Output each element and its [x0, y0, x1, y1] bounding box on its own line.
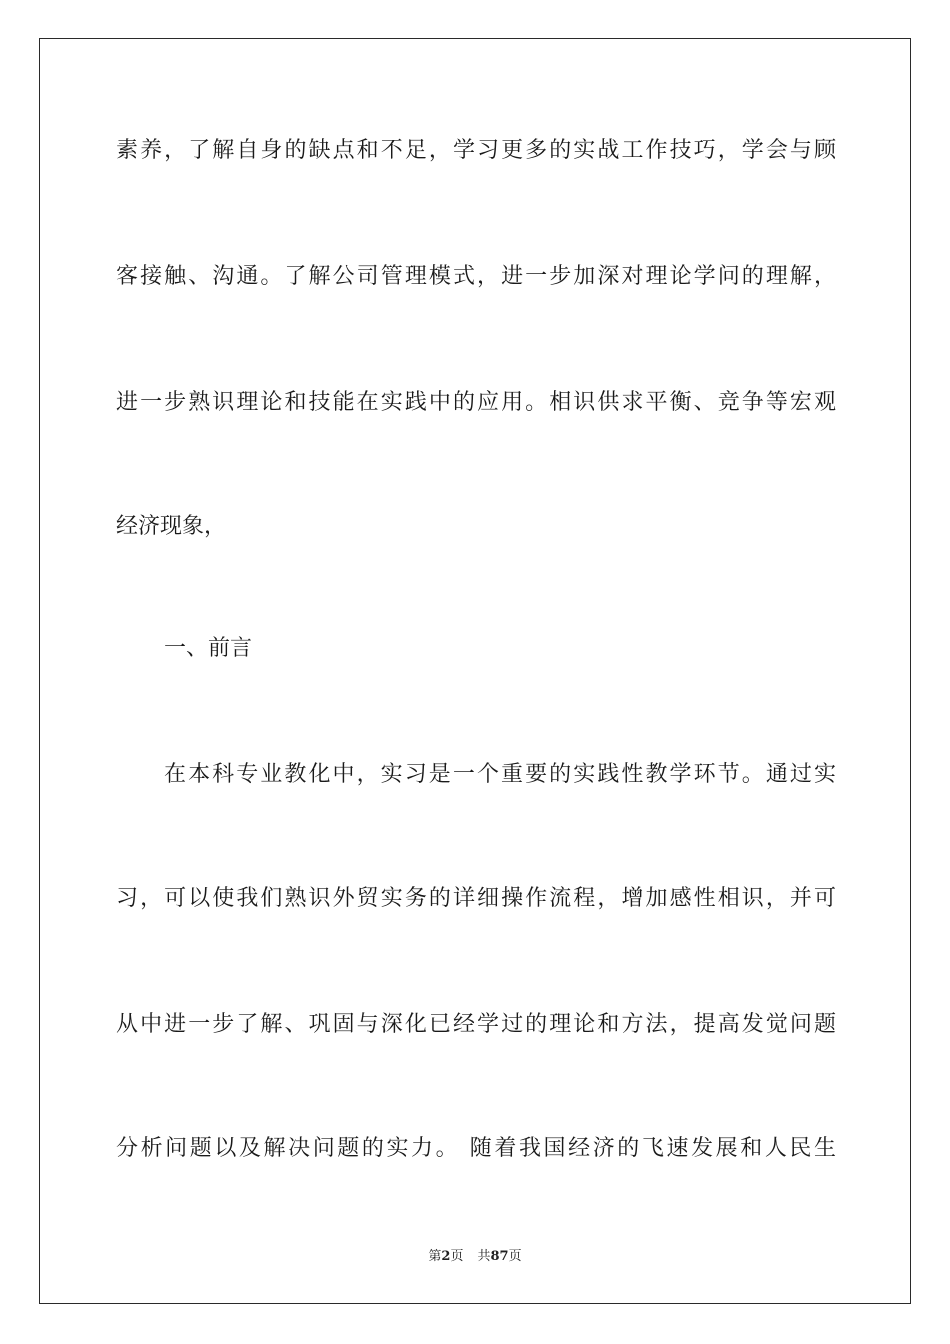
- intro-text-line: 分析问题以及解决问题的实力。 随着我国经济的飞速发展和人民生: [116, 1136, 836, 1161]
- section-heading: 一、前言: [164, 636, 253, 661]
- total-pages: 87: [490, 1249, 509, 1264]
- body-text-line: 素养，了解自身的缺点和不足，学习更多的实战工作技巧，学会与顾: [116, 138, 836, 163]
- intro-text-line: 从中进一步了解、巩固与深化已经学过的理论和方法，提高发觉问题: [116, 1012, 836, 1037]
- total-prefix: 共: [477, 1249, 491, 1264]
- page-border: [39, 38, 911, 1304]
- intro-text-line: 在本科专业教化中，实习是一个重要的实践性教学环节。通过实: [164, 762, 836, 787]
- total-suffix: 页: [508, 1249, 522, 1264]
- page-prefix: 第: [428, 1249, 442, 1264]
- body-text-line: 进一步熟识理论和技能在实践中的应用。相识供求平衡、竞争等宏观: [116, 390, 836, 415]
- intro-text-line: 习，可以使我们熟识外贸实务的详细操作流程，增加感性相识，并可: [116, 886, 836, 911]
- page-footer: [0, 1248, 950, 1266]
- body-text-line: 客接触、沟通。了解公司管理模式，进一步加深对理论学问的理解，: [116, 264, 836, 289]
- page-number: 2: [441, 1249, 451, 1264]
- body-text-line: 经济现象，: [116, 514, 227, 539]
- page-suffix: 页: [450, 1249, 464, 1264]
